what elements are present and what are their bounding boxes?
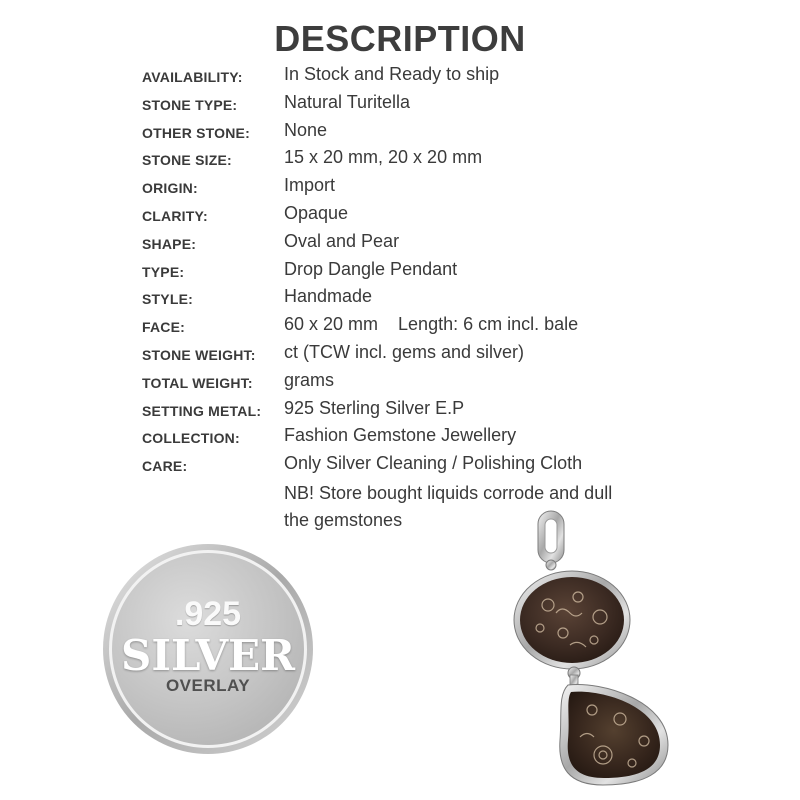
spec-label: TOTAL WEIGHT:	[142, 374, 253, 391]
spec-value: Oval and Pear	[284, 230, 400, 251]
silver-overlay-badge	[102, 543, 314, 755]
badge-purity: .925	[174, 595, 242, 633]
page-title: DESCRIPTION	[274, 18, 526, 59]
spec-label: COLLECTION:	[142, 430, 240, 447]
spec-value: Handmade	[284, 286, 373, 307]
spec-label: SHAPE:	[142, 235, 197, 252]
care-note-line: the gemstones	[284, 510, 403, 530]
spec-row-collection	[142, 423, 742, 451]
spec-row-origin	[142, 173, 742, 201]
spec-row-stone-weight	[142, 340, 742, 368]
spec-value: 925 Sterling Silver E.P	[284, 397, 465, 418]
spec-value: Only Silver Cleaning / Polishing Cloth	[284, 453, 583, 474]
spec-value: grams	[284, 369, 335, 390]
spec-value: 60 x 20 mm Length: 6 cm incl. bale	[284, 314, 579, 335]
spec-label: TYPE:	[142, 263, 185, 280]
spec-label: OTHER STONE:	[142, 124, 250, 141]
pendant-icon	[508, 505, 688, 795]
spec-label: STONE TYPE:	[142, 96, 238, 113]
badge-type: OVERLAY	[165, 676, 251, 695]
spec-value: None	[284, 119, 328, 140]
spec-row-style	[142, 284, 742, 312]
spec-label: AVAILABILITY:	[142, 69, 243, 85]
spec-value: ct (TCW incl. gems and silver)	[284, 341, 525, 362]
pendant-image	[508, 505, 688, 795]
spec-list	[142, 62, 742, 479]
spec-row-care	[142, 451, 742, 479]
spec-label: STONE SIZE:	[142, 152, 232, 169]
spec-row-availability	[142, 62, 742, 90]
spec-label: STONE WEIGHT:	[142, 346, 256, 363]
spec-value: Fashion Gemstone Jewellery	[284, 425, 517, 446]
spec-row-face	[142, 312, 742, 340]
spec-label: FACE:	[142, 319, 185, 336]
spec-value: Import	[284, 175, 336, 196]
spec-row-stone-size	[142, 145, 742, 173]
spec-row-setting-metal	[142, 396, 742, 424]
spec-value: Drop Dangle Pendant	[284, 258, 458, 279]
spec-value: 15 x 20 mm, 20 x 20 mm	[284, 147, 483, 168]
spec-value: In Stock and Ready to ship	[284, 64, 500, 84]
spec-row-type	[142, 257, 742, 285]
spec-value: Opaque	[284, 202, 349, 223]
spec-row-shape	[142, 229, 742, 257]
spec-label: SETTING METAL:	[142, 402, 262, 419]
spec-row-total-weight	[142, 368, 742, 396]
badge-metal: SILVER	[120, 631, 296, 680]
spec-value: Natural Turitella	[284, 91, 411, 112]
spec-label: CLARITY:	[142, 207, 208, 224]
spec-label: ORIGIN:	[142, 180, 198, 197]
spec-label: CARE:	[142, 458, 188, 475]
spec-label: STYLE:	[142, 291, 193, 308]
spec-row-clarity	[142, 201, 742, 229]
care-note-line: NB! Store bought liquids corrode and dull	[284, 483, 613, 503]
spec-row-other-stone	[142, 118, 742, 146]
spec-row-stone-type	[142, 90, 742, 118]
